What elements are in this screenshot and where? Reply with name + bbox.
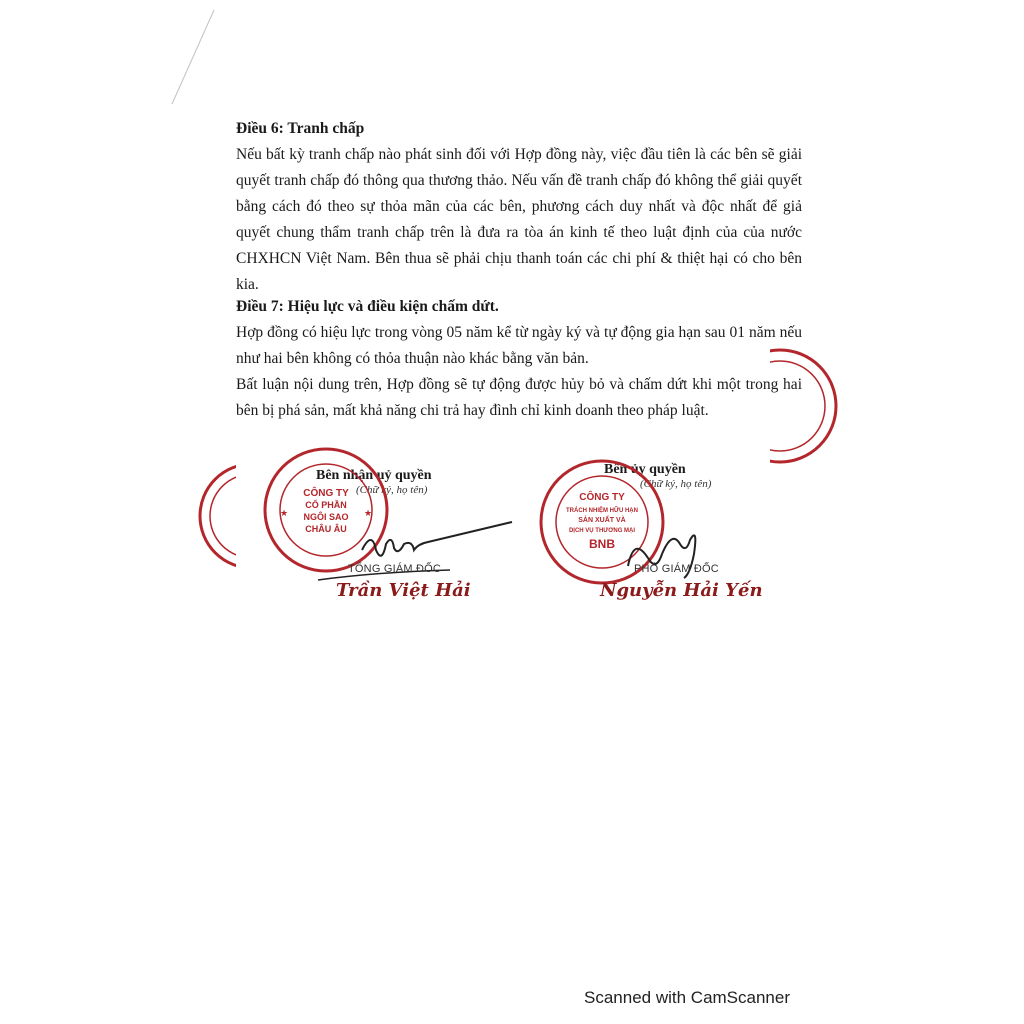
left-party-role: Bên nhận uỷ quyền — [316, 468, 432, 483]
svg-text:★: ★ — [280, 508, 289, 518]
svg-text:★: ★ — [364, 508, 373, 518]
svg-text:SẢN XUẤT VÀ: SẢN XUẤT VÀ — [578, 517, 626, 524]
left-company-seal — [262, 446, 390, 574]
article-7-para-2: Bất luận nội dung trên, Hợp đồng sẽ tự động được hủy bỏ và chấm dứt khi một trong hai bên bị phá sản, mất khả năng chi trả hay đình chỉ kinh doanh theo pháp luật. — [236, 376, 802, 419]
svg-text:DỊCH VỤ THƯƠNG MẠI: DỊCH VỤ THƯƠNG MẠI — [568, 528, 636, 534]
left-signer-title: TỔNG GIÁM ĐỐC — [348, 563, 442, 575]
svg-text:NGÔI SAO: NGÔI SAO — [303, 512, 349, 522]
article-6-heading: Điều 6: Tranh chấp — [236, 120, 365, 137]
left-signature-scrawl — [316, 518, 516, 588]
article-6-body: Nếu bất kỳ tranh chấp nào phát sinh đối với Hợp đồng này, việc đầu tiên là các bên sẽ giải quyết tranh chấp đó thông qua thương thảo. Nếu vấn đề tranh chấp đó không thể giải quyết bằng cách đó theo sự thỏa mãn của các bên, phương cách duy nhất và độc nhất để giả quyết chung thẩm tranh chấp trên là đưa ra tòa án kinh tế theo luật định của của nước CHXHCN Việt Nam. Bên thua sẽ phải chịu thanh toán các chi phí & thiệt hại có cho bên kia. — [236, 146, 802, 293]
right-party-role: Bên ủy quyền — [604, 462, 686, 477]
article-7-para-1: Hợp đồng có hiệu lực trong vòng 05 năm kể từ ngày ký và tự động gia hạn sau 01 năm nếu như hai bên không có thỏa thuận nào khác bằng văn bản. — [236, 324, 802, 367]
svg-text:CÔNG TY: CÔNG TY — [303, 488, 349, 499]
right-signer-name: Nguyễn Hải Yến — [600, 580, 763, 601]
article-7 — [236, 294, 802, 424]
right-sign-note: (Chữ ký, họ tên) — [640, 478, 712, 490]
left-signature-block — [316, 468, 516, 496]
right-signer-title: PHÓ GIÁM ĐỐC — [634, 563, 719, 575]
svg-text:TRÁCH NHIỆM HỮU HẠN: TRÁCH NHIỆM HỮU HẠN — [566, 508, 638, 514]
svg-text:CHÂU ÂU: CHÂU ÂU — [305, 524, 347, 534]
svg-text:CỔ PHẦN: CỔ PHẦN — [305, 500, 347, 510]
partial-stamp-left — [196, 462, 236, 572]
right-signature-block — [604, 462, 804, 490]
camscanner-watermark: Scanned with CamScanner — [584, 988, 791, 1007]
article-6 — [236, 116, 802, 298]
svg-text:CÔNG TY: CÔNG TY — [579, 492, 625, 503]
left-signer-name: Trần Việt Hải — [336, 580, 471, 601]
svg-text:BNB: BNB — [589, 537, 615, 551]
article-7-heading: Điều 7: Hiệu lực và điều kiện chấm dứt. — [236, 298, 499, 315]
left-sign-note: (Chữ ký, họ tên) — [356, 484, 428, 496]
